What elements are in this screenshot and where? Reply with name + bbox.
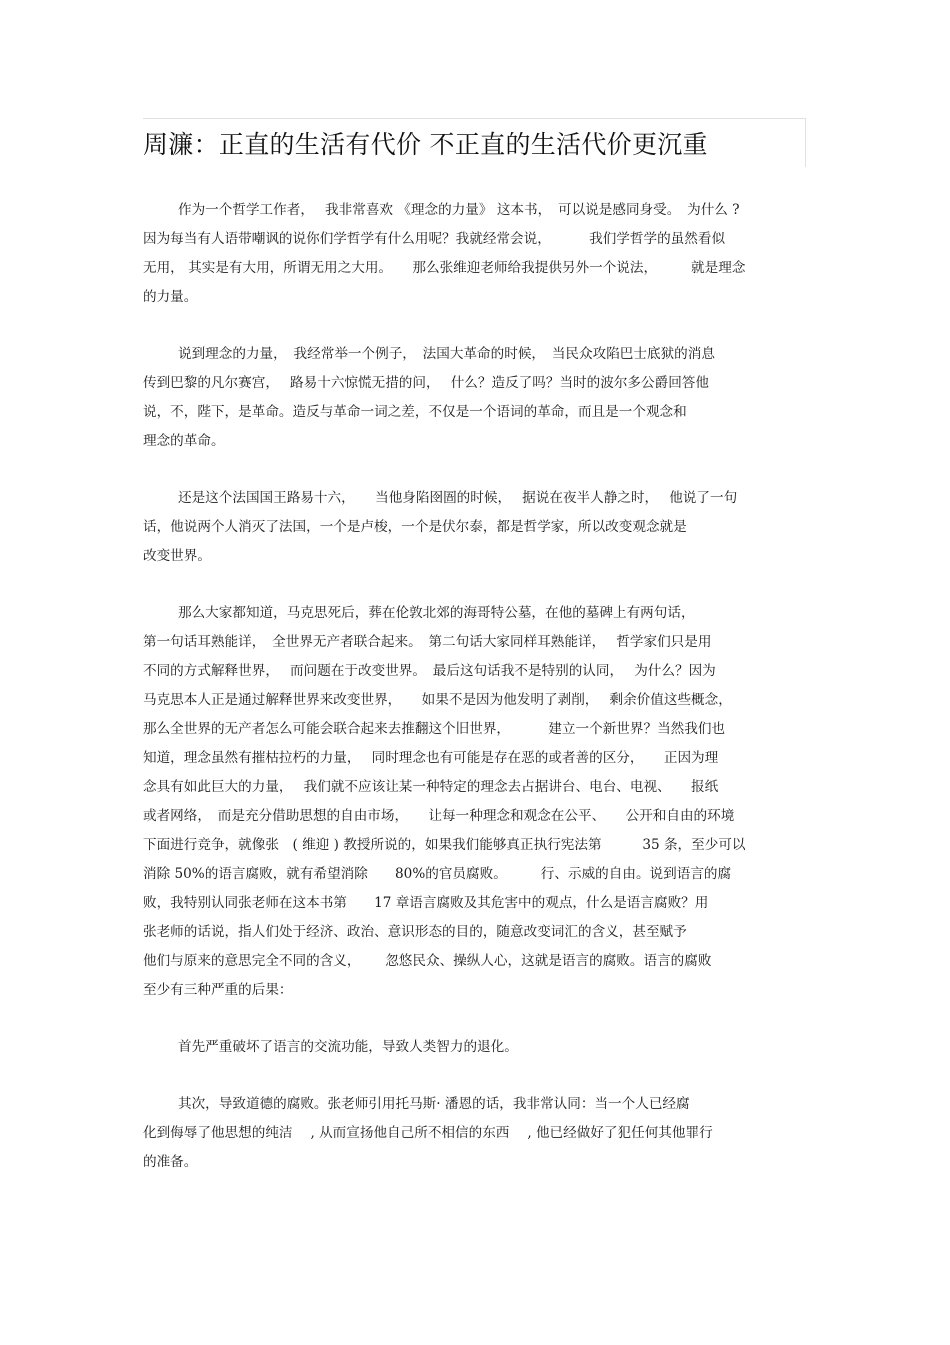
paragraph-line: 的力量。 [143, 289, 198, 305]
paragraph-line: 还是这个法国国王路易十六， 当他身陷囹圄的时候， 据说在夜半人静之时， 他说了一句 [178, 490, 738, 506]
title-frame [143, 118, 806, 167]
paragraph-line: 传到巴黎的凡尔赛宫， 路易十六惊慌无措的问， 什么？造反了吗？当时的波尔多公爵回答他 [143, 375, 709, 391]
paragraph-line: 说，不，陛下，是革命。造反与革命一词之差，不仅是一个语词的革命，而且是一个观念和 [143, 404, 687, 420]
paragraph [143, 1090, 813, 1177]
paragraph-line: 改变世界。 [143, 548, 211, 564]
paragraph-line: 那么全世界的无产者怎么可能会联合起来去推翻这个旧世界， 建立一个新世界？当然我们也 [143, 721, 726, 737]
paragraph-line: 作为一个哲学工作者， 我非常喜欢 《理念的力量》 这本书， 可以说是感同身受。 为什么 ? [178, 202, 740, 218]
paragraph-line: 他们与原来的意思完全不同的含义， 忽悠民众、操纵人心，这就是语言的腐败。语言的腐败 [143, 953, 712, 969]
paragraph-line: 说到理念的力量， 我经常举一个例子， 法国大革命的时候， 当民众攻陷巴士底狱的消息 [178, 346, 715, 362]
paragraph [143, 599, 813, 1005]
paragraph-line: 因为每当有人语带嘲讽的说你们学哲学有什么用呢？我就经常会说， 我们学哲学的虽然看似 [143, 231, 726, 247]
paragraph-line: 话，他说两个人消灭了法国，一个是卢梭，一个是伏尔泰，都是哲学家，所以改变观念就是 [143, 519, 687, 535]
paragraph-line: 不同的方式解释世界， 而问题在于改变世界。 最后这句话我不是特别的认同， 为什么？因为 [143, 663, 716, 679]
paragraph-line: 念具有如此巨大的力量， 我们就不应该让某一种特定的理念去占据讲台、电台、电视、 报纸 [143, 779, 719, 795]
paragraph-line: 知道，理念虽然有摧枯拉朽的力量， 同时理念也有可能是存在恶的或者善的区分， 正因为理 [143, 750, 719, 766]
paragraph [143, 196, 813, 312]
paragraph-line: 败，我特别认同张老师在这本书第 17 章语言腐败及其危害中的观点，什么是语言腐败？用 [143, 895, 709, 911]
paragraph-line: 消除 50%的语言腐败，就有希望消除 80%的官员腐败。 行、示威的自由。说到语言的腐 [143, 866, 732, 882]
paragraph-line: 理念的革命。 [143, 433, 225, 449]
paragraph [143, 340, 813, 456]
paragraph-line: 无用， 其实是有大用，所谓无用之大用。 那么张维迎老师给我提供另外一个说法， 就是理念 [143, 260, 746, 276]
paragraph-line: 首先严重破坏了语言的交流功能，导致人类智力的退化。 [178, 1039, 518, 1055]
paragraph-line: 或者网络， 而是充分借助思想的自由市场， 让每一种理念和观念在公平、 公开和自由的环境 [143, 808, 735, 824]
paragraph-line: 的准备。 [143, 1154, 198, 1170]
paragraph-line: 化到侮辱了他思想的纯洁 , 从而宣扬他自己所不相信的东西 , 他已经做好了犯任何其他罪行 [143, 1125, 713, 1141]
paragraph-line: 其次，导致道德的腐败。张老师引用托马斯· 潘恩的话，我非常认同：当一个人已经腐 [178, 1096, 690, 1112]
paragraph-line: 马克思本人正是通过解释世界来改变世界， 如果不是因为他发明了剥削， 剩余价值这些概念， [143, 692, 732, 708]
paragraph-line: 那么大家都知道，马克思死后，葬在伦敦北郊的海哥特公墓，在他的墓碑上有两句话， [178, 605, 695, 621]
paragraph [143, 1033, 813, 1062]
page-title: 周濂：正直的生活有代价 不正直的生活代价更沉重 [143, 130, 708, 159]
paragraph-line: 第一句话耳熟能详， 全世界无产者联合起来。 第二句话大家同样耳熟能详， 哲学家们只是用 [143, 634, 712, 650]
article-body [143, 196, 813, 1205]
paragraph-line: 下面进行竞争，就像张 ( 维迎 ) 教授所说的，如果我们能够真正执行宪法第 35 条，至少可以 [143, 837, 746, 853]
paragraph [143, 484, 813, 571]
paragraph-line: 张老师的话说，指人们处于经济、政治、意识形态的目的，随意改变词汇的含义，甚至赋予 [143, 924, 687, 940]
paragraph-line: 至少有三种严重的后果： [143, 982, 293, 998]
